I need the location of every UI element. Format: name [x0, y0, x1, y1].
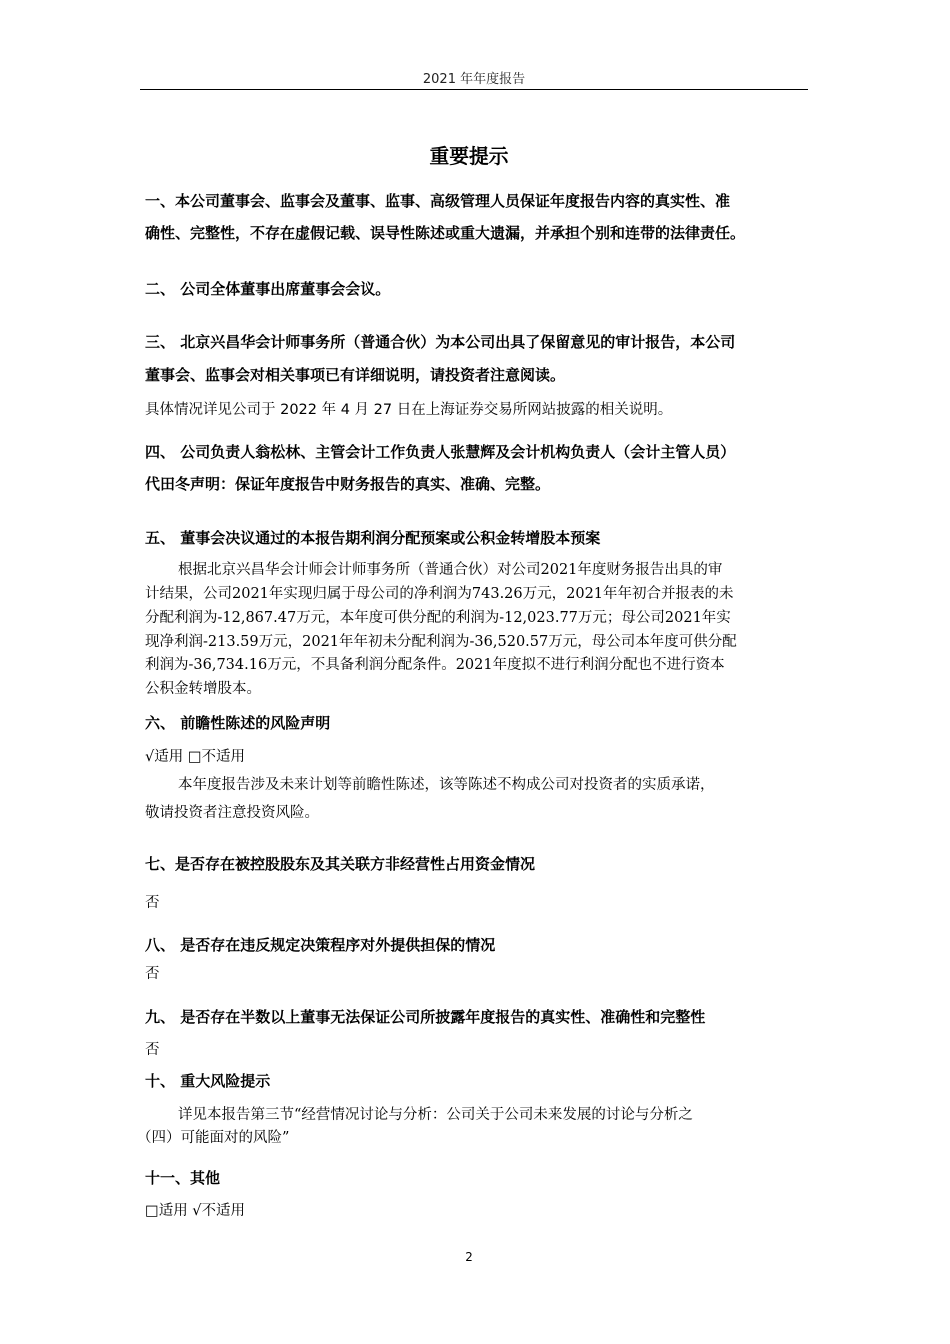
- page-header: 2021 年年度报告: [422, 72, 526, 87]
- item-2-line-1: 二、 公司全体董事出席董事会会议。: [145, 280, 391, 298]
- item-5-body-line: 公积金转增股本。: [145, 681, 261, 697]
- item-6-body-line-2: 敬请投资者注意投资风险。: [145, 805, 319, 821]
- item-3-line-1: 三、 北京兴昌华会计师事务所（普通合伙）为本公司出具了保留意见的审计报告，本公司: [145, 333, 736, 351]
- item-7-answer: 否: [145, 895, 160, 911]
- header-divider: [140, 89, 808, 90]
- item-8-heading: 八、 是否存在违反规定决策程序对外提供担保的情况: [145, 936, 496, 954]
- item-11-heading: 十一、其他: [145, 1169, 221, 1187]
- item-10-body-line-1: 详见本报告第三节“经营情况讨论与分析：公司关于公司未来发展的讨论与分析之: [178, 1107, 693, 1123]
- item-9-answer: 否: [145, 1042, 160, 1058]
- item-5-body-line: 分配利润为-12,867.47万元，本年度可供分配的利润为-12,023.77万元；母公司2021年实: [145, 610, 731, 626]
- item-5-heading: 五、 董事会决议通过的本报告期利润分配预案或公积金转增股本预案: [145, 529, 601, 547]
- item-10-body-line-2: （四）可能面对的风险”: [137, 1130, 290, 1146]
- item-5-body-line: 根据北京兴昌华会计师会计师事务所（普通合伙）对公司2021年度财务报告出具的审: [178, 562, 723, 578]
- item-3-line-2: 董事会、监事会对相关事项已有详细说明，请投资者注意阅读。: [145, 366, 566, 384]
- item-3-note: 具体情况详见公司于 2022 年 4 月 27 日在上海证券交易所网站披露的相关说明。: [145, 402, 673, 418]
- item-6-applicability: √适用 □不适用: [145, 749, 246, 765]
- item-11-applicability: □适用 √不适用: [145, 1203, 246, 1219]
- item-6-body-line-1: 本年度报告涉及未来计划等前瞻性陈述，该等陈述不构成公司对投资者的实质承诺，: [178, 777, 715, 793]
- item-5-body-line: 计结果，公司2021年实现归属于母公司的净利润为743.26万元，2021年年初合并报表的未: [145, 586, 734, 602]
- item-7-heading: 七、是否存在被控股股东及其关联方非经营性占用资金情况: [145, 855, 536, 873]
- item-1-line-1: 一、本公司董事会、监事会及董事、监事、高级管理人员保证年度报告内容的真实性、准: [145, 192, 731, 210]
- item-5-body-line: 利润为-36,734.16万元，不具备利润分配条件。2021年度拟不进行利润分配也不进行资本: [145, 657, 725, 673]
- item-1-line-2: 确性、完整性，不存在虚假记载、误导性陈述或重大遗漏，并承担个别和连带的法律责任。: [145, 224, 746, 242]
- item-4-line-1: 四、 公司负责人翁松林、主管会计工作负责人张慧辉及会计机构负责人（会计主管人员）: [145, 443, 736, 461]
- item-4-line-2: 代田冬声明：保证年度报告中财务报告的真实、准确、完整。: [145, 475, 551, 493]
- item-9-heading: 九、 是否存在半数以上董事无法保证公司所披露年度报告的真实性、准确性和完整性: [145, 1008, 706, 1026]
- item-6-heading: 六、 前瞻性陈述的风险声明: [145, 714, 331, 732]
- page-title: 重要提示: [429, 144, 509, 168]
- item-10-heading: 十、 重大风险提示: [145, 1072, 271, 1090]
- item-5-body-line: 现净利润-213.59万元，2021年年初未分配利润为-36,520.57万元，母公司本年度可供分配: [145, 634, 737, 650]
- item-8-answer: 否: [145, 966, 160, 982]
- page-number: 2: [465, 1250, 473, 1264]
